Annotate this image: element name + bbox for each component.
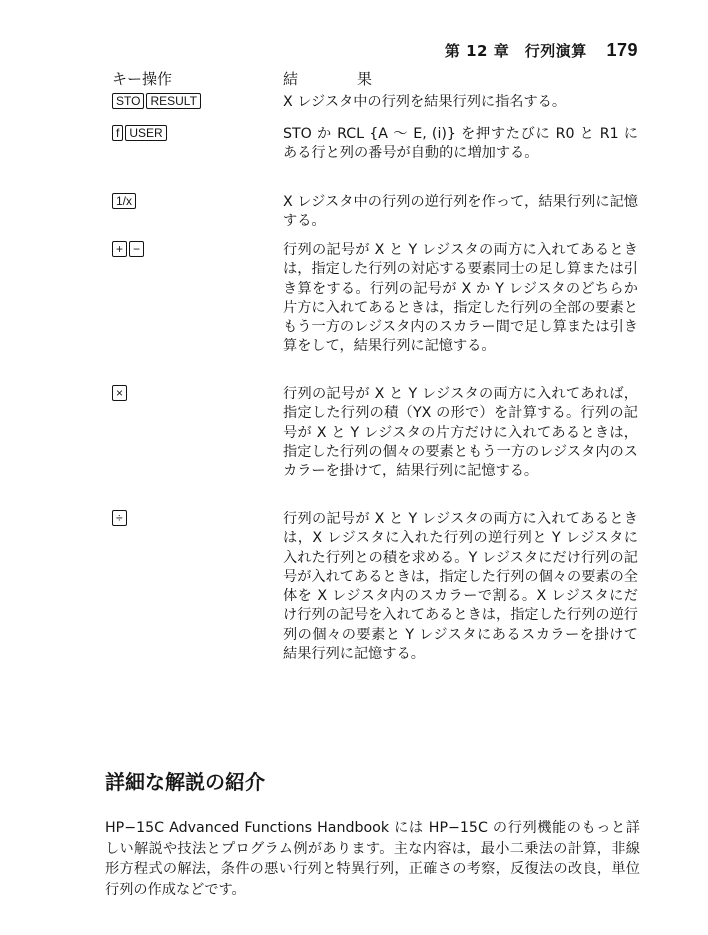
key-multiply: × [112, 385, 127, 401]
key-user: USER [125, 125, 166, 141]
key-minus: − [129, 241, 144, 257]
key-sequence [112, 510, 129, 526]
row-description: 行列の記号が X と Y レジスタの両方に入れてあるときは，X レジスタに入れた行列の逆行列と Y レジスタに入れた行列との積を求める。Y レジスタにだけ行列の記号が入れてあるときは，指定した行列の個々の要素の全体を X レジスタ内のスカラーで割る。X レジスタにだけ行列の記号を入れてあるときは，指定した行列の逆行列の個々の要素と Y レジスタにあるスカラーを掛けて結果行列に記憶する。 [283, 511, 638, 663]
key-sequence [112, 93, 203, 109]
key-plus: + [112, 241, 127, 257]
key-sto: STO [112, 93, 144, 109]
section-heading: 詳細な解説の紹介 [105, 770, 265, 794]
page-header [445, 40, 638, 61]
section-paragraph: HP−15C Advanced Functions Handbook には HP−15C の行列機能のもっと詳しい解説や技法とプログラム例があります。主な内容は，最小二乗法の計算，非線形方程式の解法，条件の悪い行列と特異行列，正確さの考察，反復法の改良，単位行列の作成などです。 [105, 820, 640, 898]
key-f: f [112, 125, 123, 141]
key-sequence [112, 385, 129, 401]
column-header-result: 結 果 [283, 70, 395, 88]
row-description: X レジスタ中の行列を結果行列に指名する。 [283, 94, 567, 110]
key-sequence [112, 125, 169, 141]
row-description: 行列の記号が X と Y レジスタの両方に入れてあるときは，指定した行列の対応する要素同士の足し算または引き算をする。行列の記号が X か Y レジスタのどちらか片方に入れてあるときは，指定した行列の全部の要素ともう一方のレジスタ内のスカラー間で足し算または引き算をして，結果行列に記憶する。 [283, 242, 638, 355]
chapter-title: 第 12 章 行列演算 [444, 42, 587, 60]
key-divide: ÷ [112, 510, 127, 526]
column-header-key-op: キー操作 [112, 70, 173, 88]
row-description: 行列の記号が X と Y レジスタの両方に入れてあれば，指定した行列の積（YX の形で）を計算する。行列の記号が X と Y レジスタの片方だけに入れてあるときは，指定した行列の個々の要素ともう一方のレジスタ内のスカラーを掛けて，結果行列に記憶する。 [283, 386, 638, 480]
key-reciprocal: 1/x [112, 193, 136, 209]
key-sequence [112, 241, 146, 257]
key-result: RESULT [146, 93, 200, 109]
row-description: STO か RCL {A ～ E, (i)} を押すたびに R0 と R1 にある行と列の番号が自動的に増加する。 [283, 126, 638, 162]
page-number: 179 [606, 40, 638, 60]
key-sequence [112, 193, 138, 209]
row-description: X レジスタ中の行列の逆行列を作って，結果行列に記憶する。 [283, 194, 638, 230]
